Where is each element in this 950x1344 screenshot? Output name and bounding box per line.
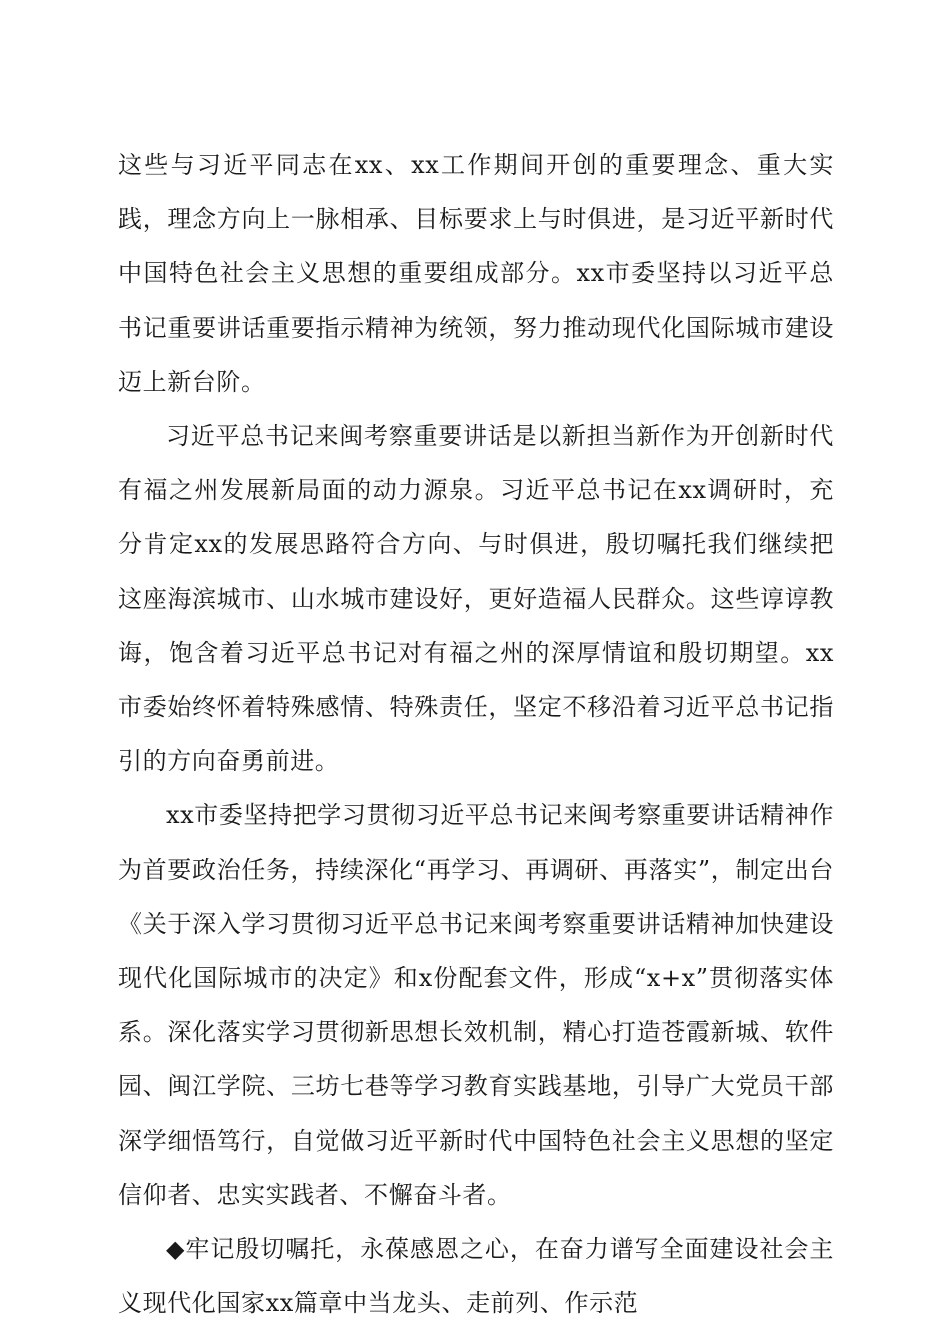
paragraph-3: xx市委坚持把学习贯彻习近平总书记来闽考察重要讲话精神作为首要政治任务，持续深化“再学习、再调研、再落实”，制定出台《关于深入学习贯彻习近平总书记来闽考察重要讲话精神加快建设现代化国际城市的决定》和x份配套文件，形成“x+x”贯彻落实体系。深化落实学习贯彻新思想长效机制，精心打造苍霞新城、软件园、闽江学院、三坊七巷等学习教育实践基地，引导广大党员干部深学细悟笃行，自觉做习近平新时代中国特色社会主义思想的坚定信仰者、忠实实践者、不懈奋斗者。	[118, 801, 834, 1209]
document-body	[118, 138, 834, 1330]
paragraph-1: 这些与习近平同志在xx、xx工作期间开创的重要理念、重大实践，理念方向上一脉相承、目标要求上与时俱进，是习近平新时代中国特色社会主义思想的重要组成部分。xx市委坚持以习近平总书记重要讲话重要指示精神为统领，努力推动现代化国际城市建设迈上新台阶。	[118, 151, 834, 396]
section-heading-paragraph: ◆牢记殷切嘱托，永葆感恩之心，在奋力谱写全面建设社会主义现代化国家xx篇章中当龙头、走前列、作示范	[118, 1235, 834, 1318]
paragraph-2: 习近平总书记来闽考察重要讲话是以新担当新作为开创新时代有福之州发展新局面的动力源泉。习近平总书记在xx调研时，充分肯定xx的发展思路符合方向、与时俱进，殷切嘱托我们继续把这座海滨城市、山水城市建设好，更好造福人民群众。这些谆谆教诲，饱含着习近平总书记对有福之州的深厚情谊和殷切期望。xx市委始终怀着特殊感情、特殊责任，坚定不移沿着习近平总书记指引的方向奋勇前进。	[118, 422, 834, 776]
